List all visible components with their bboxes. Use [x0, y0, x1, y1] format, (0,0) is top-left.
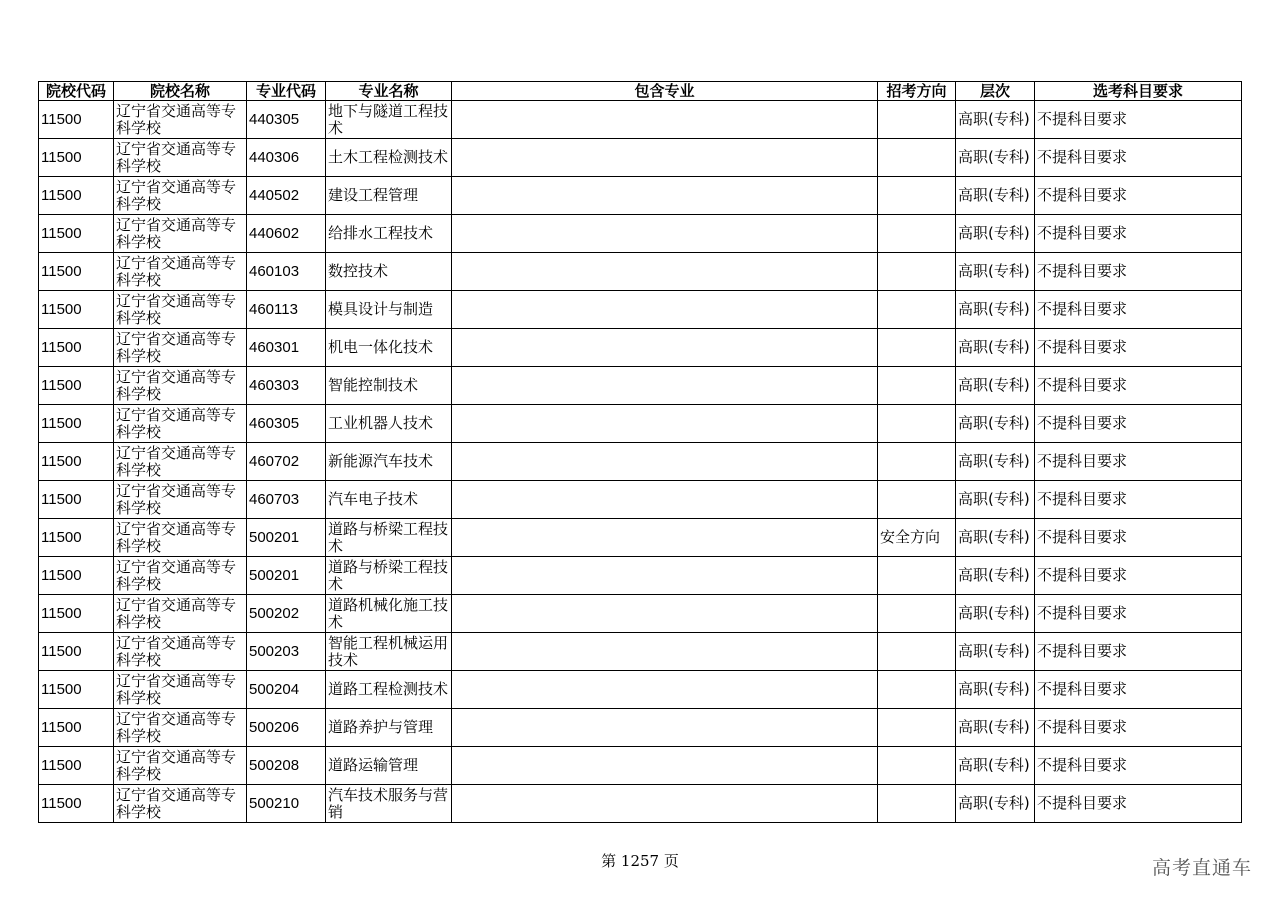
cell-subject-requirement: 不提科目要求: [1035, 443, 1242, 481]
cell-subject-requirement: 不提科目要求: [1035, 291, 1242, 329]
cell-major-code: 440306: [247, 139, 326, 177]
cell-direction: [878, 253, 956, 291]
table-row: [39, 253, 1242, 291]
page-number: 第 1257 页: [601, 852, 679, 870]
cell-included-majors: [452, 709, 878, 747]
cell-major-code: 500202: [247, 595, 326, 633]
cell-school-name: 辽宁省交通高等专科学校: [114, 595, 247, 633]
admissions-table: [38, 81, 1242, 823]
cell-direction: [878, 671, 956, 709]
cell-major-code: 460303: [247, 367, 326, 405]
cell-level: 高职(专科): [956, 557, 1035, 595]
cell-direction: [878, 443, 956, 481]
table-row: [39, 785, 1242, 823]
cell-level: 高职(专科): [956, 253, 1035, 291]
cell-subject-requirement: 不提科目要求: [1035, 557, 1242, 595]
cell-school-name: 辽宁省交通高等专科学校: [114, 557, 247, 595]
cell-major-code: 500201: [247, 557, 326, 595]
cell-major-name: 工业机器人技术: [326, 405, 452, 443]
cell-school-name: 辽宁省交通高等专科学校: [114, 215, 247, 253]
cell-school-code: 11500: [39, 557, 114, 595]
cell-major-code: 500201: [247, 519, 326, 557]
cell-school-code: 11500: [39, 139, 114, 177]
cell-major-name: 道路与桥梁工程技术: [326, 557, 452, 595]
cell-level: 高职(专科): [956, 329, 1035, 367]
cell-major-name: 土木工程检测技术: [326, 139, 452, 177]
cell-included-majors: [452, 177, 878, 215]
cell-school-code: 11500: [39, 291, 114, 329]
cell-school-name: 辽宁省交通高等专科学校: [114, 443, 247, 481]
cell-direction: [878, 139, 956, 177]
cell-level: 高职(专科): [956, 709, 1035, 747]
watermark-text: 高考直通车: [1151, 857, 1252, 879]
cell-level: 高职(专科): [956, 519, 1035, 557]
cell-level: 高职(专科): [956, 443, 1035, 481]
cell-subject-requirement: 不提科目要求: [1035, 747, 1242, 785]
cell-subject-requirement: 不提科目要求: [1035, 253, 1242, 291]
cell-major-name: 道路养护与管理: [326, 709, 452, 747]
cell-major-name: 智能工程机械运用技术: [326, 633, 452, 671]
table-row: [39, 405, 1242, 443]
cell-major-code: 500203: [247, 633, 326, 671]
header-level: 层次: [956, 82, 1035, 101]
cell-level: 高职(专科): [956, 177, 1035, 215]
cell-included-majors: [452, 671, 878, 709]
cell-school-name: 辽宁省交通高等专科学校: [114, 177, 247, 215]
cell-major-name: 地下与隧道工程技术: [326, 101, 452, 139]
cell-school-code: 11500: [39, 633, 114, 671]
table-row: [39, 215, 1242, 253]
cell-level: 高职(专科): [956, 747, 1035, 785]
cell-direction: [878, 405, 956, 443]
cell-included-majors: [452, 557, 878, 595]
cell-level: 高职(专科): [956, 481, 1035, 519]
cell-school-name: 辽宁省交通高等专科学校: [114, 709, 247, 747]
cell-direction: [878, 177, 956, 215]
cell-subject-requirement: 不提科目要求: [1035, 519, 1242, 557]
table-row: [39, 139, 1242, 177]
cell-major-name: 数控技术: [326, 253, 452, 291]
cell-major-name: 道路与桥梁工程技术: [326, 519, 452, 557]
cell-major-name: 道路机械化施工技术: [326, 595, 452, 633]
cell-included-majors: [452, 101, 878, 139]
cell-major-name: 给排水工程技术: [326, 215, 452, 253]
cell-school-code: 11500: [39, 709, 114, 747]
cell-direction: [878, 101, 956, 139]
cell-school-name: 辽宁省交通高等专科学校: [114, 291, 247, 329]
cell-subject-requirement: 不提科目要求: [1035, 215, 1242, 253]
cell-major-name: 新能源汽车技术: [326, 443, 452, 481]
cell-subject-requirement: 不提科目要求: [1035, 367, 1242, 405]
cell-school-code: 11500: [39, 785, 114, 823]
table-row: [39, 519, 1242, 557]
cell-school-code: 11500: [39, 481, 114, 519]
cell-direction: [878, 291, 956, 329]
cell-included-majors: [452, 481, 878, 519]
cell-direction: [878, 595, 956, 633]
cell-major-name: 建设工程管理: [326, 177, 452, 215]
cell-major-code: 500210: [247, 785, 326, 823]
cell-school-code: 11500: [39, 747, 114, 785]
cell-school-name: 辽宁省交通高等专科学校: [114, 405, 247, 443]
table-row: [39, 177, 1242, 215]
cell-direction: 安全方向: [878, 519, 956, 557]
cell-major-name: 汽车技术服务与营销: [326, 785, 452, 823]
cell-level: 高职(专科): [956, 215, 1035, 253]
table-row: [39, 101, 1242, 139]
cell-major-name: 模具设计与制造: [326, 291, 452, 329]
table-row: [39, 709, 1242, 747]
cell-school-code: 11500: [39, 215, 114, 253]
cell-included-majors: [452, 519, 878, 557]
cell-school-name: 辽宁省交通高等专科学校: [114, 519, 247, 557]
cell-school-name: 辽宁省交通高等专科学校: [114, 671, 247, 709]
cell-school-name: 辽宁省交通高等专科学校: [114, 367, 247, 405]
cell-direction: [878, 557, 956, 595]
cell-subject-requirement: 不提科目要求: [1035, 595, 1242, 633]
cell-direction: [878, 367, 956, 405]
cell-school-code: 11500: [39, 329, 114, 367]
cell-included-majors: [452, 367, 878, 405]
cell-direction: [878, 747, 956, 785]
cell-included-majors: [452, 443, 878, 481]
cell-school-code: 11500: [39, 367, 114, 405]
cell-included-majors: [452, 747, 878, 785]
cell-subject-requirement: 不提科目要求: [1035, 633, 1242, 671]
cell-level: 高职(专科): [956, 101, 1035, 139]
cell-school-name: 辽宁省交通高等专科学校: [114, 329, 247, 367]
table-row: [39, 633, 1242, 671]
cell-major-name: 道路运输管理: [326, 747, 452, 785]
cell-major-code: 460703: [247, 481, 326, 519]
table-row: [39, 747, 1242, 785]
cell-subject-requirement: 不提科目要求: [1035, 139, 1242, 177]
header-row: [39, 82, 1242, 101]
cell-direction: [878, 709, 956, 747]
table-row: [39, 329, 1242, 367]
cell-major-code: 460301: [247, 329, 326, 367]
cell-level: 高职(专科): [956, 291, 1035, 329]
cell-level: 高职(专科): [956, 405, 1035, 443]
cell-level: 高职(专科): [956, 595, 1035, 633]
cell-level: 高职(专科): [956, 139, 1035, 177]
cell-major-code: 440305: [247, 101, 326, 139]
header-school-code: 院校代码: [39, 82, 114, 101]
table-row: [39, 291, 1242, 329]
cell-included-majors: [452, 139, 878, 177]
cell-subject-requirement: 不提科目要求: [1035, 709, 1242, 747]
header-included-majors: 包含专业: [452, 82, 878, 101]
table-row: [39, 557, 1242, 595]
cell-subject-requirement: 不提科目要求: [1035, 785, 1242, 823]
cell-major-name: 道路工程检测技术: [326, 671, 452, 709]
cell-major-code: 500208: [247, 747, 326, 785]
cell-major-code: 460103: [247, 253, 326, 291]
cell-school-name: 辽宁省交通高等专科学校: [114, 253, 247, 291]
header-subject-requirement: 选考科目要求: [1035, 82, 1242, 101]
cell-level: 高职(专科): [956, 367, 1035, 405]
cell-school-name: 辽宁省交通高等专科学校: [114, 139, 247, 177]
table-row: [39, 481, 1242, 519]
cell-level: 高职(专科): [956, 671, 1035, 709]
cell-school-code: 11500: [39, 671, 114, 709]
cell-direction: [878, 481, 956, 519]
cell-included-majors: [452, 785, 878, 823]
cell-school-name: 辽宁省交通高等专科学校: [114, 785, 247, 823]
cell-school-name: 辽宁省交通高等专科学校: [114, 481, 247, 519]
cell-direction: [878, 329, 956, 367]
cell-major-name: 机电一体化技术: [326, 329, 452, 367]
cell-major-code: 500204: [247, 671, 326, 709]
cell-direction: [878, 215, 956, 253]
cell-included-majors: [452, 215, 878, 253]
cell-included-majors: [452, 329, 878, 367]
table-body: [39, 101, 1242, 823]
cell-subject-requirement: 不提科目要求: [1035, 177, 1242, 215]
cell-school-code: 11500: [39, 101, 114, 139]
cell-school-code: 11500: [39, 253, 114, 291]
cell-direction: [878, 785, 956, 823]
cell-level: 高职(专科): [956, 785, 1035, 823]
cell-major-name: 汽车电子技术: [326, 481, 452, 519]
cell-major-code: 460305: [247, 405, 326, 443]
cell-major-name: 智能控制技术: [326, 367, 452, 405]
header-direction: 招考方向: [878, 82, 956, 101]
cell-level: 高职(专科): [956, 633, 1035, 671]
cell-school-name: 辽宁省交通高等专科学校: [114, 633, 247, 671]
cell-included-majors: [452, 405, 878, 443]
cell-subject-requirement: 不提科目要求: [1035, 405, 1242, 443]
cell-subject-requirement: 不提科目要求: [1035, 481, 1242, 519]
cell-major-code: 440502: [247, 177, 326, 215]
cell-major-code: 500206: [247, 709, 326, 747]
cell-major-code: 460113: [247, 291, 326, 329]
cell-included-majors: [452, 595, 878, 633]
cell-subject-requirement: 不提科目要求: [1035, 671, 1242, 709]
table-row: [39, 443, 1242, 481]
cell-direction: [878, 633, 956, 671]
cell-school-code: 11500: [39, 443, 114, 481]
cell-school-name: 辽宁省交通高等专科学校: [114, 101, 247, 139]
cell-included-majors: [452, 253, 878, 291]
cell-subject-requirement: 不提科目要求: [1035, 101, 1242, 139]
cell-school-code: 11500: [39, 405, 114, 443]
cell-school-code: 11500: [39, 595, 114, 633]
cell-school-name: 辽宁省交通高等专科学校: [114, 747, 247, 785]
table-row: [39, 367, 1242, 405]
cell-major-code: 440602: [247, 215, 326, 253]
cell-subject-requirement: 不提科目要求: [1035, 329, 1242, 367]
cell-major-code: 460702: [247, 443, 326, 481]
cell-included-majors: [452, 633, 878, 671]
cell-school-code: 11500: [39, 177, 114, 215]
cell-included-majors: [452, 291, 878, 329]
header-school-name: 院校名称: [114, 82, 247, 101]
cell-school-code: 11500: [39, 519, 114, 557]
header-major-code: 专业代码: [247, 82, 326, 101]
table-row: [39, 671, 1242, 709]
header-major-name: 专业名称: [326, 82, 452, 101]
table-row: [39, 595, 1242, 633]
